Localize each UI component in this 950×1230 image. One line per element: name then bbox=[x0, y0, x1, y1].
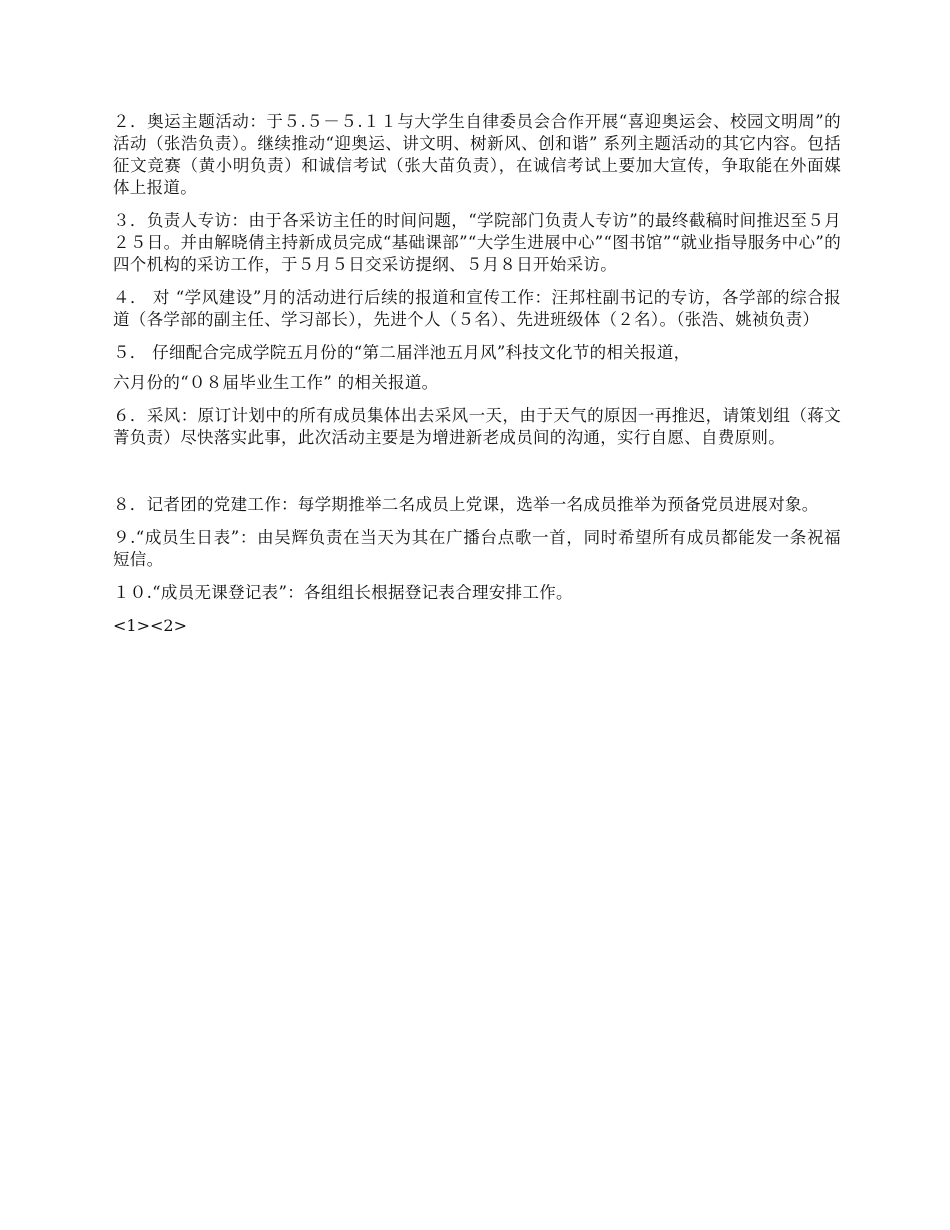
paragraph-birthday-list: ９.“成员生日表”：由吴辉负责在当天为其在广播台点歌一首，同时希望所有成员都能发一条祝福短信。 bbox=[113, 528, 841, 569]
paragraph-gap bbox=[113, 460, 841, 494]
paragraph-graduates-reporting: 六月份的“０８届毕业生工作” 的相关报道。 bbox=[113, 373, 439, 392]
page-links[interactable]: <1><2> bbox=[113, 616, 187, 635]
document-body bbox=[113, 111, 841, 637]
paragraph-study-style-reporting: ４． 对 “学风建设”月的活动进行后续的报道和宣传工作：汪邦柱副书记的专访，各学部的综合报道（各学部的副主任、学习部长），先进个人（５名）、先进班级体（２名）。（张浩、姚祯负责） bbox=[113, 288, 841, 329]
paragraph-party-building: ８．记者团的党建工作：每学期推举二名成员上党课，选举一名成员推举为预备党员进展对象。 bbox=[113, 495, 819, 514]
paragraph-free-class-register: １０.“成员无课登记表”：各组组长根据登记表合理安排工作。 bbox=[113, 583, 573, 602]
paragraph-olympic-activities: ２．奥运主题活动：于５.５－５.１１与大学生自律委员会合作开展“喜迎奥运会、校园文明周”的活动（张浩负责）。继续推动“迎奥运、讲文明、树新风、创和谐” 系列主题活动的其它内容。包括征文竞赛（黄小明负责）和诚信考试（张大苗负责），在诚信考试上要加大宣传，争取能在外面媒体上报道。 bbox=[113, 112, 841, 197]
paragraph-may-festival-reporting: ５． 仔细配合完成学院五月份的“第二届泮池五月风”科技文化节的相关报道， bbox=[113, 343, 691, 362]
paragraph-leader-interviews: ３．负责人专访：由于各采访主任的时间问题，“学院部门负责人专访”的最终截稿时间推迟至５月２５日。并由解晓倩主持新成员完成“基础课部”“大学生进展中心”“图书馆”“就业指导服务中心”的四个机构的采访工作，于５月５日交采访提纲、５月８日开始采访。 bbox=[113, 211, 841, 274]
paragraph-field-trip: ６．采风：原订计划中的所有成员集体出去采风一天，由于天气的原因一再推迟，请策划组（蒋文菁负责）尽快落实此事，此次活动主要是为增进新老成员间的沟通，实行自愿、自费原则。 bbox=[113, 406, 841, 447]
